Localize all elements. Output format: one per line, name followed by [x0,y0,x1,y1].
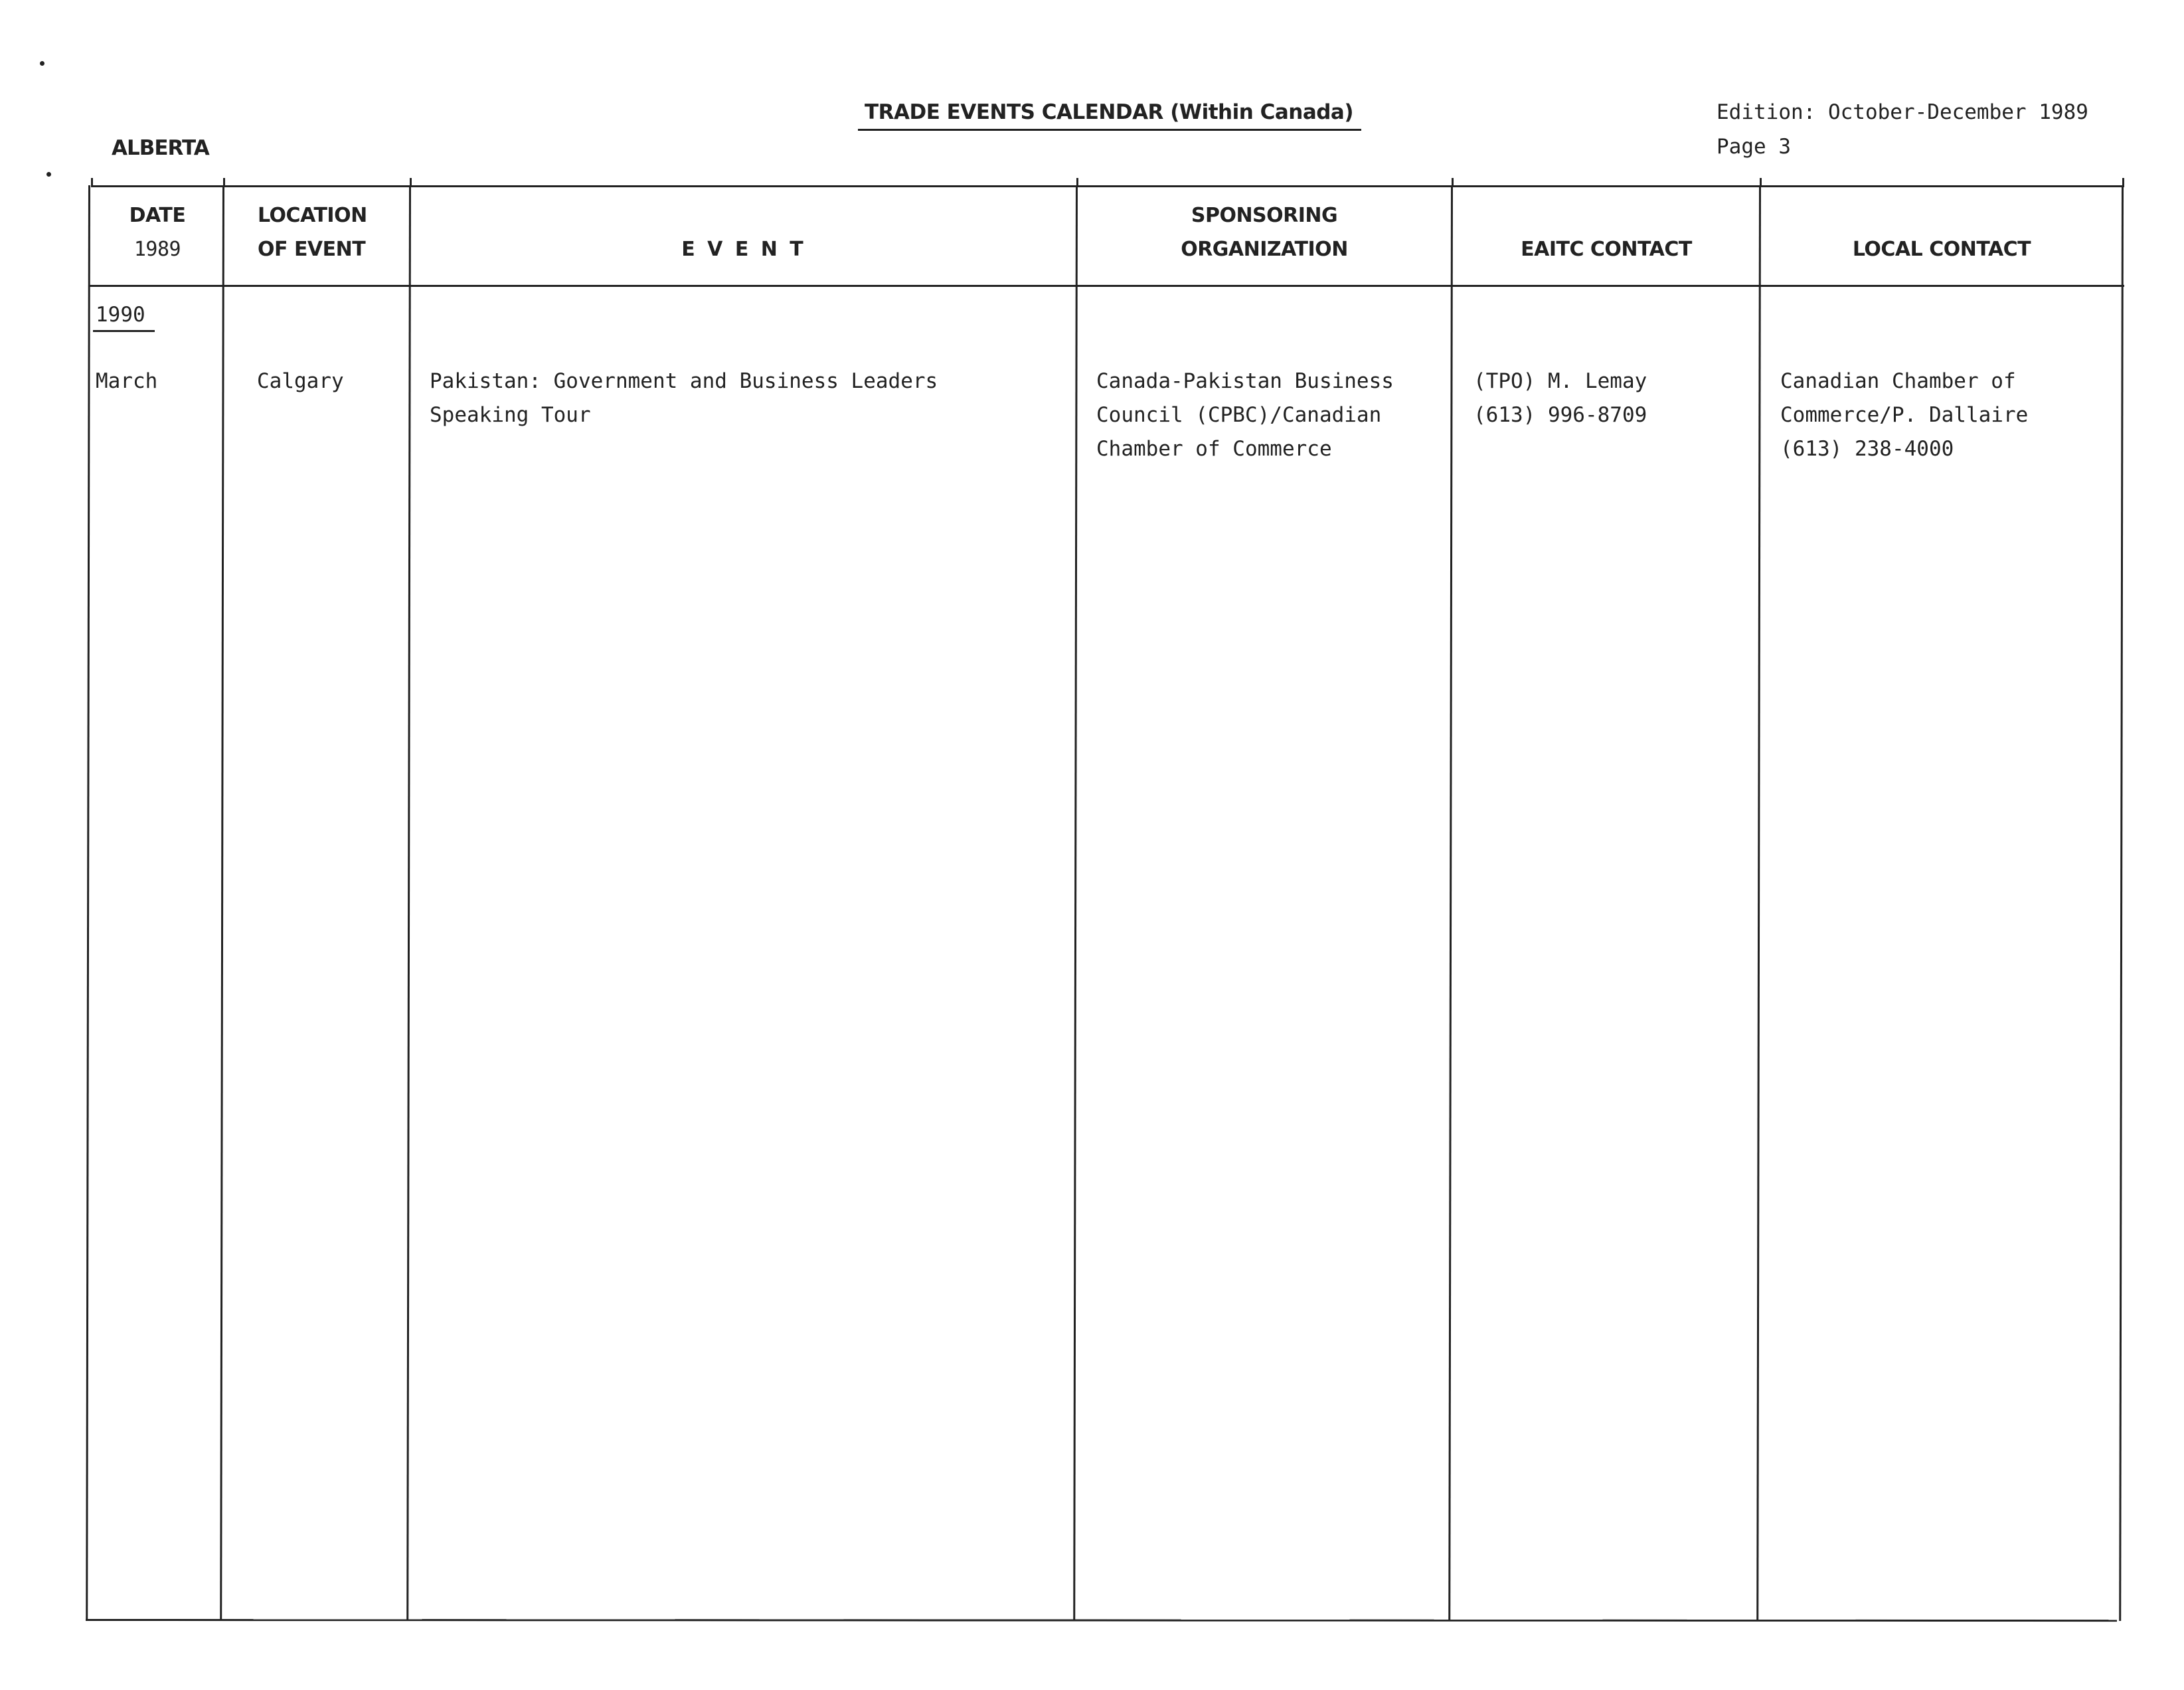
header-event-label: E V E N T [681,238,806,261]
title-underline [858,129,1361,131]
row-local-line: Canadian Chamber of [1780,369,2016,393]
year-subheading: 1990 [96,303,145,327]
row-local-line: Commerce/P. Dallaire [1780,403,2029,427]
row-event-line: Speaking Tour [430,403,591,427]
column-border [2119,185,2124,1621]
header-bottom-border [90,285,2124,287]
row-sponsor-line: Council (CPBC)/Canadian [1096,403,1382,427]
header-local-contact [1761,232,2122,266]
row-sponsor-line: Chamber of Commerce [1096,437,1332,461]
header-eaitc-contact [1453,232,1760,266]
header-sponsor [1078,199,1451,266]
column-border [1756,185,1761,1621]
edition-label: Edition: October-December 1989 [1717,100,2088,124]
column-border [1073,185,1078,1621]
column-tick [91,178,93,187]
header-sponsor-line1: SPONSORING [1191,204,1338,227]
header-location [226,199,398,266]
header-date [91,199,224,266]
row-location: Calgary [257,369,344,393]
header-local-label: LOCAL CONTACT [1852,238,2031,261]
column-border [86,185,90,1621]
header-eaitc-label: EAITC CONTACT [1521,238,1692,261]
province-label: ALBERTA [112,136,209,160]
row-eaitc-line: (TPO) M. Lemay [1473,369,1647,393]
header-location-line2: OF EVENT [258,238,366,261]
row-local-line: (613) 238-4000 [1780,437,1954,461]
page-title: TRADE EVENTS CALENDAR (Within Canada) [864,100,1354,124]
column-border [220,185,224,1621]
row-date: March [96,369,158,393]
column-border [1448,185,1453,1621]
row-sponsor [1096,365,1394,466]
table-bottom-border [86,1619,2117,1622]
year-underline [93,330,155,332]
scan-speck [40,61,44,66]
header-date-label: DATE [129,204,186,227]
column-border [406,185,411,1621]
row-local-contact [1780,365,2028,466]
header-date-year: 1989 [133,238,181,261]
row-sponsor-line: Canada-Pakistan Business [1096,369,1394,393]
header-location-line1: LOCATION [258,204,367,227]
header-sponsor-line2: ORGANIZATION [1181,238,1348,261]
page-number: Page 3 [1717,135,1791,159]
row-event [430,365,938,432]
row-eaitc-contact [1473,365,1647,432]
header-event [412,232,1076,266]
row-event-line: Pakistan: Government and Business Leaders [430,369,938,393]
table-top-border [91,185,2124,187]
scan-speck [46,172,51,177]
row-eaitc-line: (613) 996-8709 [1473,403,1647,427]
